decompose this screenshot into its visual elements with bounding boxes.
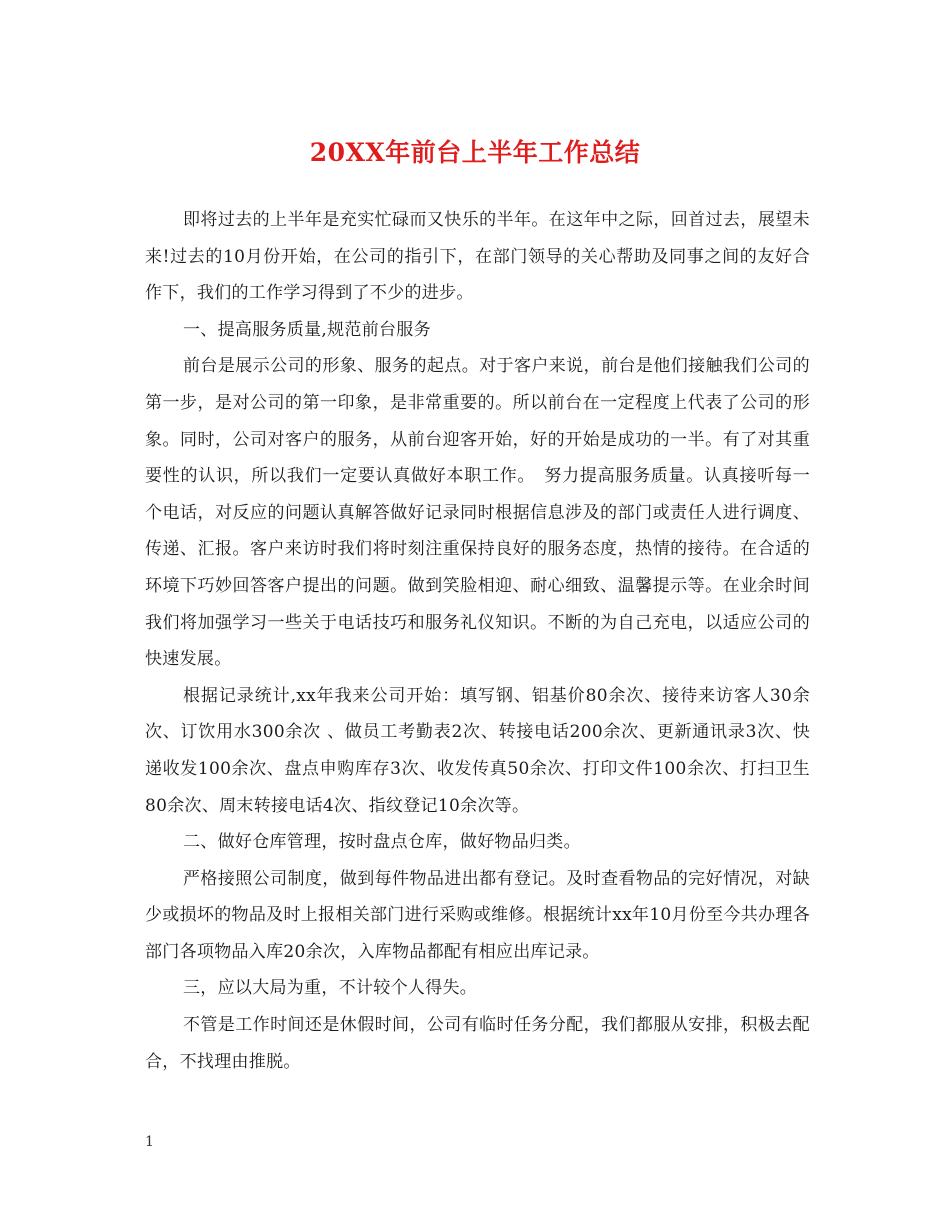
page-number: 1: [145, 1134, 154, 1150]
section-1-paragraph: 前台是展示公司的形象、服务的起点。对于客户来说，前台是他们接触我们公司的第一步，是对公司的第一印象，是非常重要的。所以前台在一定程度上代表了公司的形象。同时，公司对客户的服务，从前台迎客开始，好的开始是成功的一半。有了对其重要性的认识，所以我们一定要认真做好本职工作。 努力提高服务质量。认真接听每一个电话，对反应的问题认真解答做好记录同时根据信息涉及的部门或责任人进行调度、传递、汇报。客户来访时我们将时刻注重保持良好的服务态度，热情的接待。在合适的环境下巧妙回答客户提出的问题。做到笑脸相迎、耐心细致、温馨提示等。在业余时间我们将加强学习一些关于电话技巧和服务礼仪知识。不断的为自己充电，以适应公司的快速发展。: [145, 356, 810, 670]
section-heading-1: 一、提高服务质量,规范前台服务: [183, 319, 431, 340]
intro-paragraph: 即将过去的上半年是充实忙碌而又快乐的半年。在这年中之际，回首过去，展望未来!过去的10月份开始，在公司的指引下，在部门领导的关心帮助及同事之间的友好合作下，我们的工作学习得到了不少的进步。: [145, 210, 810, 304]
section-heading-2: 二、做好仓库管理，按时盘点仓库，做好物品归类。: [183, 832, 581, 853]
section-2-paragraph: 严格接照公司制度，做到每件物品进出都有登记。及时查看物品的完好情况，对缺少或损坏的物品及时上报相关部门进行采购或维修。根据统计xx年10月份至今共办理各部门各项物品入库20余次，入库物品都配有相应出库记录。: [145, 868, 810, 962]
document-body: [145, 202, 810, 1080]
statistics-paragraph: 根据记录统计,xx年我来公司开始：填写钢、铝基价80余次、接待来访客人30余次、订饮用水300余次 、做员工考勤表2次、转接电话200余次、更新通讯录3次、快递收发100余次、盘点申购库存3次、收发传真50余次、打印文件100余次、打扫卫生80余次、周末转接电话4次、指纹登记10余次等。: [145, 685, 810, 816]
document-title: 20XX年前台上半年工作总结: [309, 138, 641, 167]
section-3-paragraph: 不管是工作时间还是休假时间，公司有临时任务分配，我们都服从安排，积极去配合，不找理由推脱。: [145, 1015, 810, 1072]
section-heading-3: 三，应以大局为重，不计较个人得失。: [183, 978, 478, 999]
